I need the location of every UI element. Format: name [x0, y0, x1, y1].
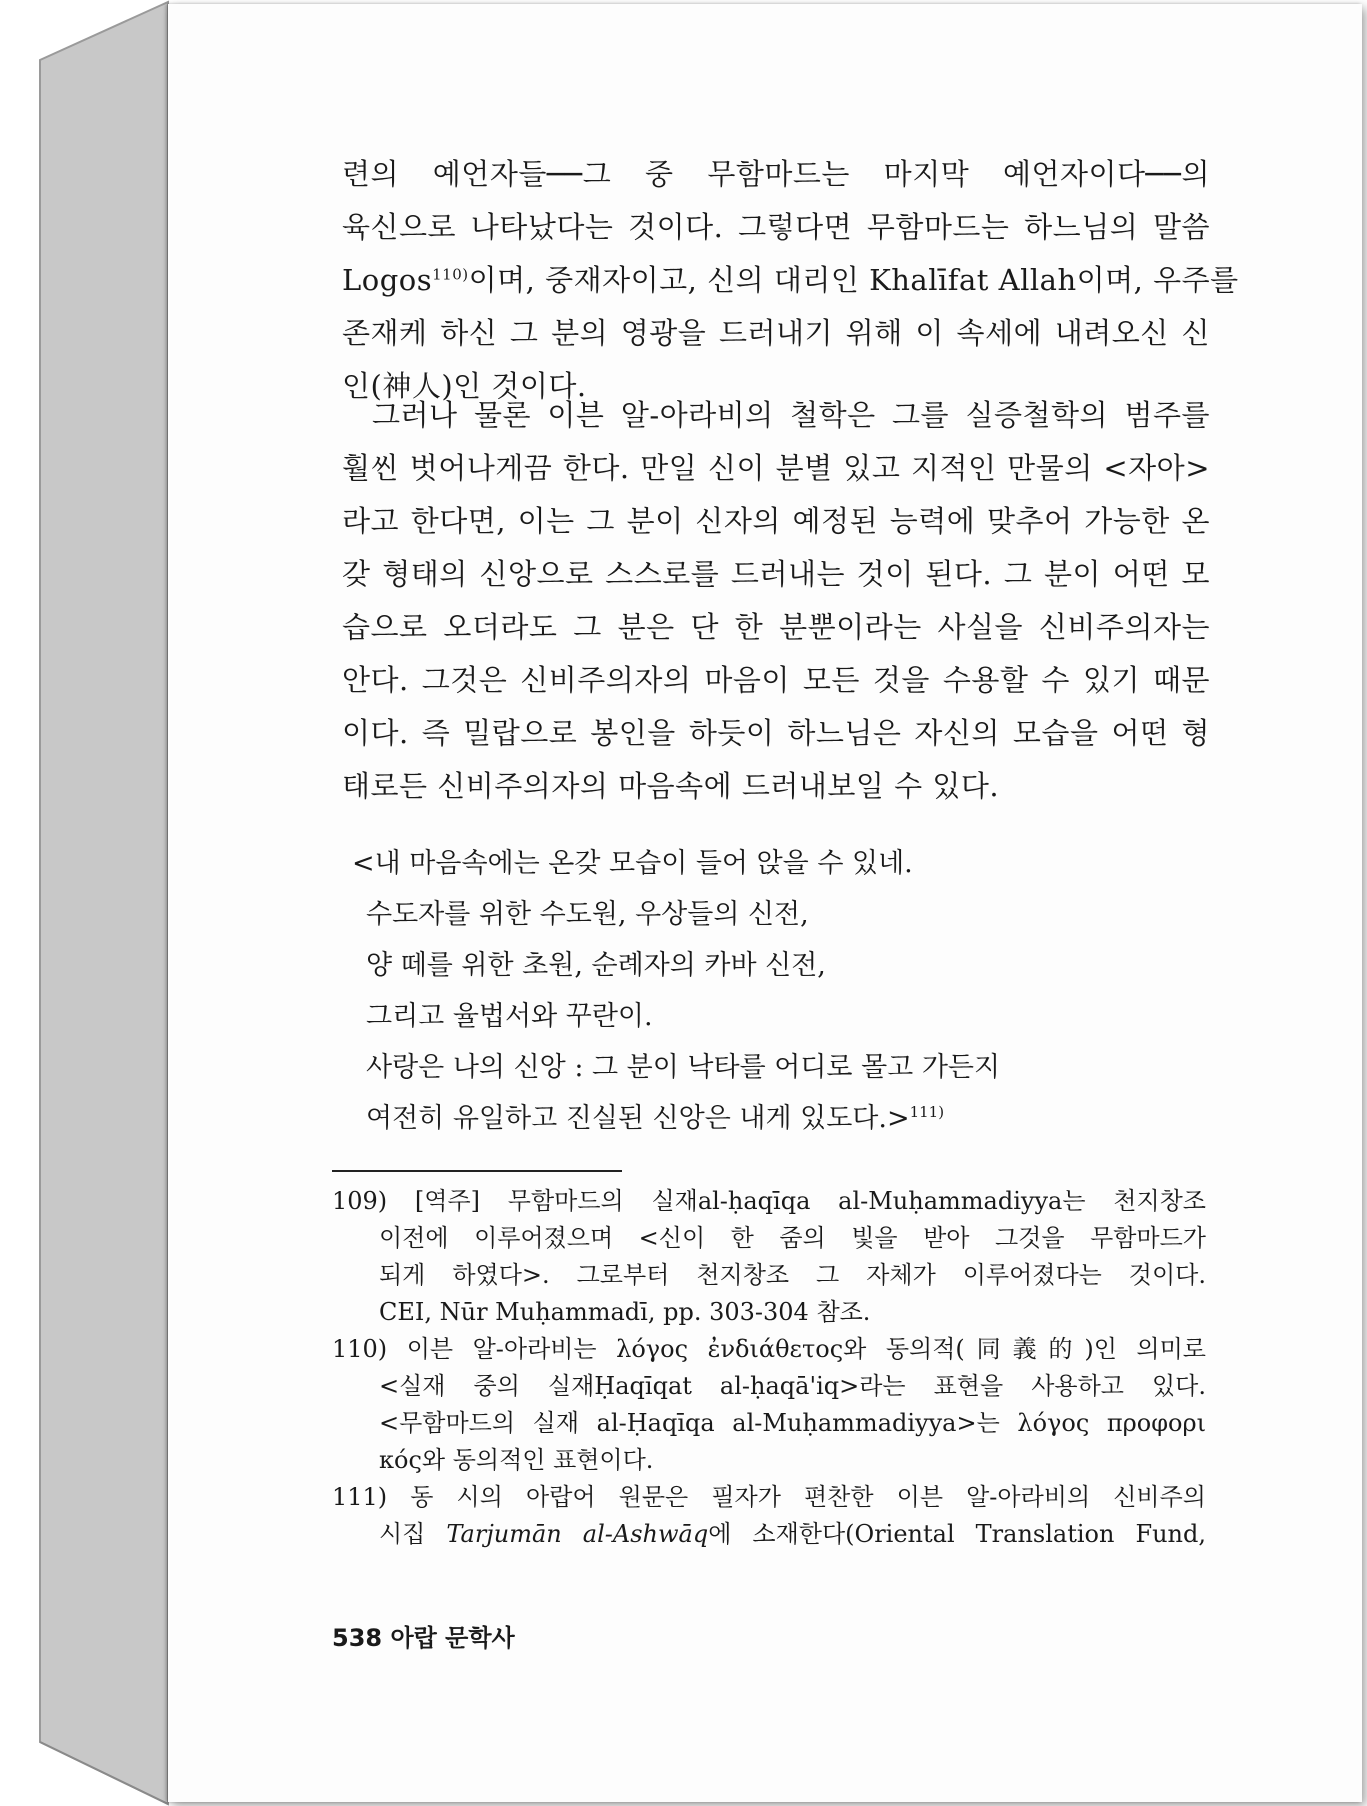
- poem-line: [352, 1093, 1000, 1144]
- footnote-110: [332, 1331, 1206, 1479]
- footnote-text: 에 소재한다(Oriental Translation Fund,: [708, 1520, 1207, 1548]
- text-line: 습으로 오더라도 그 분은 단 한 분뿐이라는 사실을 신비주의자는: [342, 610, 1210, 644]
- logos-word: Logos: [342, 263, 433, 297]
- footnote-line: 109) [역주] 무함마드의 실재al-ḥaqīqa al-Muḥammadiyya는 천지창조: [332, 1187, 1206, 1215]
- poem-line: 수도자를 위한 수도원, 우상들의 신전,: [366, 899, 809, 930]
- poem-quote: [352, 838, 1000, 1144]
- text-line: 태로든 신비주의자의 마음속에 드러내보일 수 있다.: [342, 769, 1000, 803]
- footnote-divider: [332, 1170, 622, 1172]
- footnote-111: [332, 1479, 1206, 1553]
- text-line: 그러나 물론 이븐 알-아라비의 철학은 그를 실증철학의 범주를: [372, 398, 1210, 432]
- footnote-ref-110[interactable]: 110): [432, 265, 469, 284]
- text-line: [342, 254, 1239, 307]
- paragraph-2: [342, 389, 1210, 813]
- text-line: 안다. 그것은 신비주의자의 마음이 모든 것을 수용할 수 있기 때문: [342, 663, 1210, 697]
- paragraph-1: [342, 148, 1239, 413]
- text-segment: 이며, 중재자이고, 신의 대리인 Khalīfat Allah이며, 우주를: [468, 263, 1239, 297]
- footnote-109: [332, 1183, 1206, 1331]
- footnote-line: 되게 하였다>. 그로부터 천지창조 그 자체가 이루어졌다는 것이다.: [379, 1261, 1206, 1289]
- poem-line: 사랑은 나의 신앙 : 그 분이 낙타를 어디로 몰고 가든지: [366, 1052, 1001, 1083]
- text-line: 갖 형태의 신앙으로 스스로를 드러내는 것이 된다. 그 분이 어떤 모: [342, 557, 1210, 591]
- poem-text: 여전히 유일하고 진실된 신앙은 내게 있도다.>: [366, 1103, 910, 1134]
- footnote-line: <무함마드의 실재 al-Ḥaqīqa al-Muḥammadiyya>는 λόγος προφορι: [379, 1409, 1206, 1437]
- footnote-line: 110) 이븐 알-아라비는 λόγος ἐνδιάθετος와 동의적(同義的)인 의미로: [332, 1335, 1206, 1363]
- footnote-line: κός와 동의적인 표현이다.: [379, 1446, 654, 1474]
- footnote-ref-111[interactable]: 111): [909, 1103, 945, 1121]
- footnote-line: [332, 1516, 1206, 1553]
- footnote-line: <실재 중의 실재Ḥaqīqat al-ḥaqā'iq>라는 표현을 사용하고 있다.: [379, 1372, 1206, 1400]
- text-line: 라고 한다면, 이는 그 분이 신자의 예정된 능력에 맞추어 가능한 온: [342, 504, 1210, 538]
- text-line: 육신으로 나타났다는 것이다. 그렇다면 무함마드는 하느님의 말씀: [342, 210, 1210, 244]
- book-title: Tarjumān al-Ashwāq: [446, 1520, 709, 1548]
- poem-line: 양 떼를 위한 초원, 순례자의 카바 신전,: [366, 950, 826, 981]
- footnote-text: 시집: [379, 1520, 447, 1548]
- footnote-line: 이전에 이루어졌으며 <신이 한 줌의 빛을 받아 그것을 무함마드가: [379, 1224, 1206, 1252]
- text-line: 인(神人)인 것이다.: [342, 369, 587, 403]
- text-line: 이다. 즉 밀랍으로 봉인을 하듯이 하느님은 자신의 모습을 어떤 형: [342, 716, 1210, 750]
- text-line: 훨씬 벗어나게끔 한다. 만일 신이 분별 있고 지적인 만물의 <자아>: [342, 451, 1210, 485]
- poem-line: 그리고 율법서와 꾸란이.: [366, 1001, 653, 1032]
- footnote-line: 111) 동 시의 아랍어 원문은 필자가 편찬한 이븐 알-아라비의 신비주의: [332, 1483, 1206, 1511]
- poem-line: <내 마음속에는 온갖 모습이 들어 앉을 수 있네.: [352, 848, 913, 879]
- text-line: 련의 예언자들──그 중 무함마드는 마지막 예언자이다──의: [342, 157, 1210, 191]
- footnotes: [332, 1183, 1206, 1553]
- text-line: 존재케 하신 그 분의 영광을 드러내기 위해 이 속세에 내려오신 신: [342, 316, 1210, 350]
- footnote-line: CEI, Nūr Muḥammadī, pp. 303-304 참조.: [379, 1298, 871, 1326]
- page-footer: 538 아랍 문학사: [332, 1624, 515, 1652]
